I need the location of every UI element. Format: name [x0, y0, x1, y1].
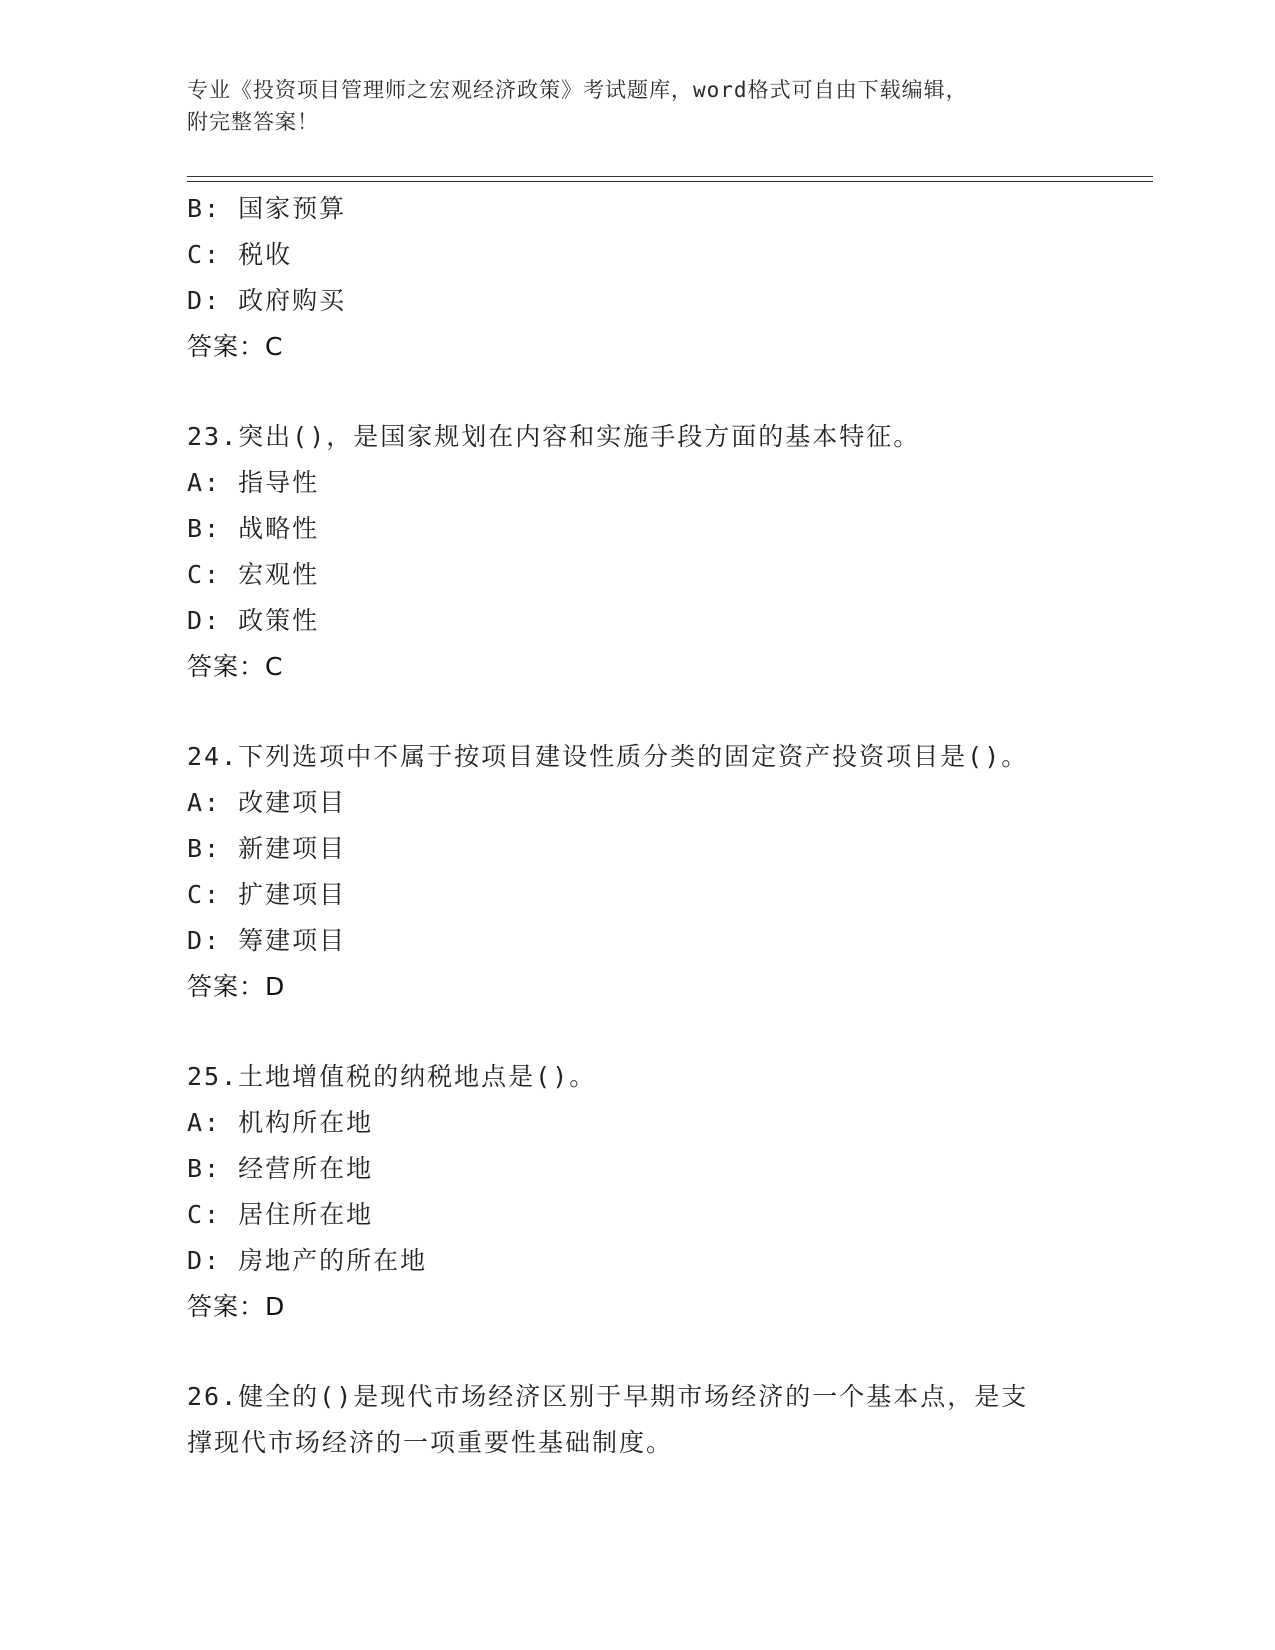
- question-25: [187, 1054, 1087, 1330]
- answer: 答案：C: [187, 332, 284, 361]
- header-divider-bottom: [187, 181, 1153, 182]
- option-b: B: 战略性: [187, 514, 320, 543]
- question-22-continued: [187, 186, 1087, 370]
- question-stem-line-2: 撑现代市场经济的一项重要性基础制度。: [187, 1428, 674, 1457]
- option-b: B: 经营所在地: [187, 1154, 374, 1183]
- header-line-1: 专业《投资项目管理师之宏观经济政策》考试题库，word格式可自由下载编辑，: [187, 78, 968, 102]
- option-c: C: 扩建项目: [187, 880, 347, 909]
- option-c: C: 宏观性: [187, 560, 320, 589]
- option-b: B: 国家预算: [187, 194, 347, 223]
- question-stem: 25.土地增值税的纳税地点是()。: [187, 1062, 597, 1091]
- option-c: C: 居住所在地: [187, 1200, 374, 1229]
- question-26: [187, 1374, 1087, 1466]
- header-divider-top: [187, 176, 1153, 177]
- option-d: D: 政府购买: [187, 286, 347, 315]
- document-header: [187, 74, 1067, 138]
- option-a: A: 改建项目: [187, 788, 347, 817]
- option-d: D: 房地产的所在地: [187, 1246, 428, 1275]
- question-24: [187, 734, 1087, 1010]
- answer: 答案：D: [187, 972, 286, 1001]
- question-stem: 24.下列选项中不属于按项目建设性质分类的固定资产投资项目是()。: [187, 742, 1029, 771]
- option-d: D: 筹建项目: [187, 926, 347, 955]
- answer: 答案：C: [187, 652, 284, 681]
- question-list: [187, 186, 1087, 1466]
- option-a: A: 指导性: [187, 468, 320, 497]
- header-line-2: 附完整答案！: [187, 110, 319, 134]
- option-a: A: 机构所在地: [187, 1108, 374, 1137]
- question-stem: 23.突出()，是国家规划在内容和实施手段方面的基本特征。: [187, 422, 921, 451]
- answer: 答案：D: [187, 1292, 286, 1321]
- option-d: D: 政策性: [187, 606, 320, 635]
- question-stem-line-1: 26.健全的()是现代市场经济区别于早期市场经济的一个基本点，是支: [187, 1382, 1029, 1411]
- question-23: [187, 414, 1087, 690]
- option-b: B: 新建项目: [187, 834, 347, 863]
- option-c: C: 税收: [187, 240, 293, 269]
